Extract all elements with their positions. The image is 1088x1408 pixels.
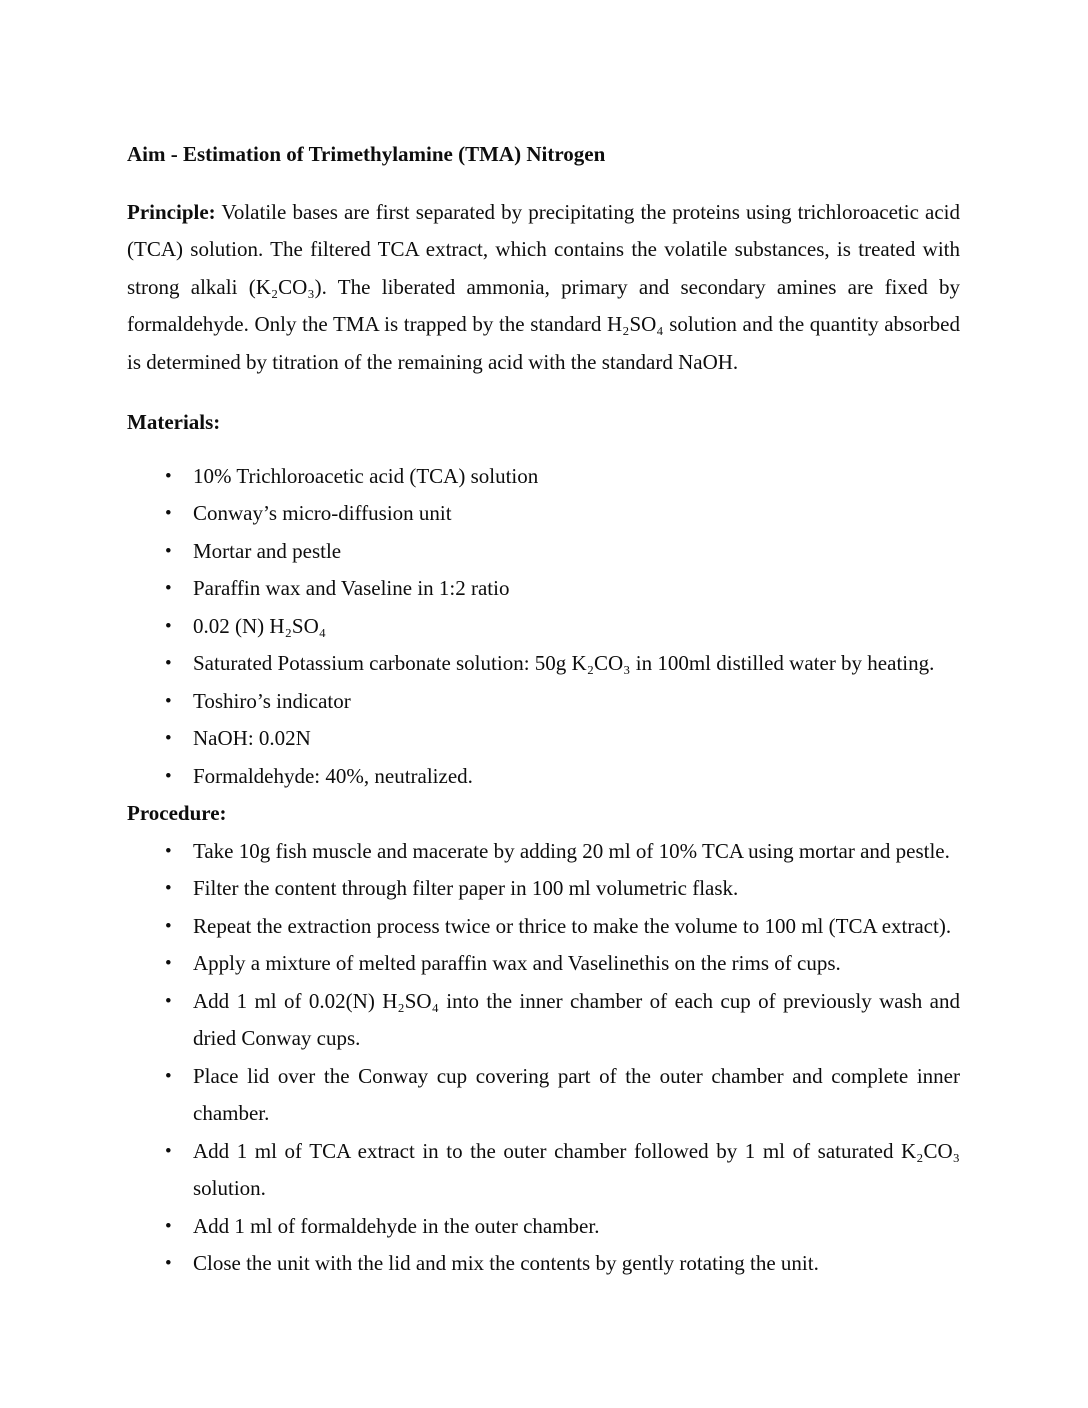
list-item: • Paraffin wax and Vaseline in 1:2 ratio xyxy=(127,570,960,608)
list-item: • 0.02 (N) H₂SO₄ xyxy=(127,608,960,646)
procedure-heading: Procedure: xyxy=(127,801,227,825)
list-item: • Filter the content through filter paper in 100 ml volumetric flask. xyxy=(127,870,960,908)
list-item: • Apply a mixture of melted paraffin wax and Vaselinethis on the rims of cups. xyxy=(127,945,960,983)
list-item: • 10% Trichloroacetic acid (TCA) solution xyxy=(127,458,960,496)
list-item: • Conway’s micro-diffusion unit xyxy=(127,495,960,533)
list-item: • Place lid over the Conway cup covering part of the outer chamber and complete inner chamber. xyxy=(127,1058,960,1133)
principle-text: Volatile bases are first separated by precipitating the proteins using trichloroacetic acid (TCA) solution. The filtered TCA extract, which contains the volatile substances, is treated with strong alkali (K₂CO₃). The liberated ammonia, primary and secondary amines are fixed by formaldehyde. Only the TMA is trapped by the standard H₂SO₄ solution and the quantity absorbed is determined by titration of the remaining acid with the standard NaOH. xyxy=(127,199,960,374)
procedure-list xyxy=(127,833,960,1283)
list-item: • Add 1 ml of TCA extract in to the outer chamber followed by 1 ml of saturated K₂CO₃ solution. xyxy=(127,1133,960,1208)
principle-paragraph xyxy=(127,194,960,382)
list-item: • Mortar and pestle xyxy=(127,533,960,571)
list-item: • Toshiro’s indicator xyxy=(127,683,960,721)
list-item: • Saturated Potassium carbonate solution: 50g K₂CO₃ in 100ml distilled water by heating. xyxy=(127,645,960,683)
list-item: • Formaldehyde: 40%, neutralized. xyxy=(127,758,960,796)
list-item: • Repeat the extraction process twice or thrice to make the volume to 100 ml (TCA extract). xyxy=(127,908,960,946)
materials-heading: Materials: xyxy=(127,410,221,434)
list-item: • Close the unit with the lid and mix the contents by gently rotating the unit. xyxy=(127,1245,960,1283)
list-item: • Take 10g fish muscle and macerate by adding 20 ml of 10% TCA using mortar and pestle. xyxy=(127,833,960,871)
list-item: • NaOH: 0.02N xyxy=(127,720,960,758)
list-item: • Add 1 ml of formaldehyde in the outer chamber. xyxy=(127,1208,960,1246)
materials-list xyxy=(127,458,960,796)
page-title: Aim - Estimation of Trimethylamine (TMA) Nitrogen xyxy=(127,142,606,166)
principle-label: Principle: xyxy=(127,199,216,224)
list-item: • Add 1 ml of 0.02(N) H₂SO₄ into the inner chamber of each cup of previously wash and dried Conway cups. xyxy=(127,983,960,1058)
